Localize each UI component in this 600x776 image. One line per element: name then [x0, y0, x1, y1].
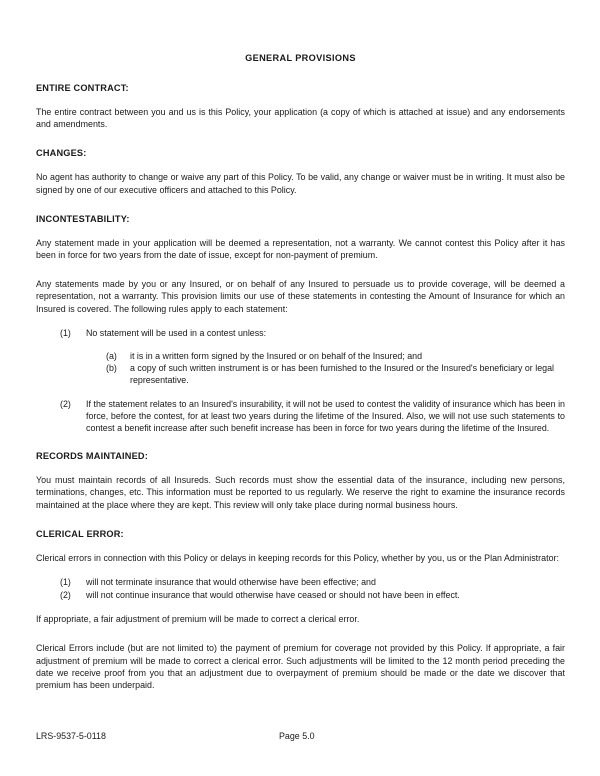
footer-document-id: LRS-9537-5-0118	[36, 731, 106, 741]
list-item	[60, 398, 565, 435]
section-paragraph: Clerical Errors include (but are not limited to) the payment of premium for coverage not provided by this Policy. If appropriate, a fair adjustment of premium will be made to correct a clerical error. Such adjustments will be limited to the 12 month period preceding the date we receive proof from you that an adjustment due to overpayment of premium should be made or the date we discover that premium has been underpaid.	[36, 643, 565, 691]
section-paragraph: Clerical errors in connection with this Policy or delays in keeping records for this Policy, whether by you, us or the Plan Administrator:	[36, 552, 559, 563]
sublist-item	[106, 350, 565, 362]
page-title: GENERAL PROVISIONS	[245, 53, 356, 63]
list-item	[60, 589, 565, 602]
section-paragraph: You must maintain records of all Insureds. Such records must show the essential data of the insurance, including new persons, terminations, changes, etc. This information must be reported to us regularly. We reserve the right to examine the insurance records maintained at the place where they are kept. This review will only take place during normal business hours.	[36, 475, 565, 510]
list-marker: (1)	[60, 327, 71, 338]
section-heading-changes: CHANGES:	[36, 148, 87, 159]
list-marker: (1)	[60, 577, 71, 588]
sublist-item-text: it is in a written form signed by the Insured or on behalf of the Insured; and	[130, 351, 423, 362]
incontestability-sublist	[86, 350, 565, 387]
list-item-text: will not continue insurance that would otherwise have ceased or should not have been in effect.	[86, 589, 460, 600]
section-paragraph: No agent has authority to change or waive any part of this Policy. To be valid, any change or waiver must be in writing. It must also be signed by one of our executive officers and attached to this Policy.	[36, 172, 565, 195]
list-item	[60, 576, 565, 589]
incontestability-rules-list	[36, 327, 565, 434]
section-heading-entire-contract: ENTIRE CONTRACT:	[36, 83, 129, 93]
section-heading-records-maintained: RECORDS MAINTAINED:	[36, 451, 148, 462]
section-heading-clerical-error: CLERICAL ERROR:	[36, 528, 124, 539]
list-marker: (2)	[60, 398, 71, 409]
list-item-text: If the statement relates to an Insured's insurability, it will not be used to contest the validity of insurance which has been in force, before the contest, for at least two years during the lifetime of the Insured. Also, we will not use such statements to contest a benefit increase after such benefit increase has been in force for two years during the lifetime of the Insured.	[86, 398, 565, 434]
list-item-text: No statement will be used in a contest unless:	[86, 327, 267, 338]
section-heading-incontestability: INCONTESTABILITY:	[36, 213, 130, 224]
section-paragraph: The entire contract between you and us is this Policy, your application (a copy of which is attached at issue) and any endorsements and amendments.	[36, 107, 565, 130]
sublist-item	[106, 362, 565, 386]
footer-page-number: Page 5.0	[279, 731, 315, 741]
sublist-marker: (a)	[106, 351, 117, 362]
section-paragraph: Any statement made in your application will be deemed a representation, not a warranty. We cannot contest this Policy after it has been in force for two years from the date of issue, except for non-payment of premium.	[36, 237, 565, 261]
section-paragraph: If appropriate, a fair adjustment of premium will be made to correct a clerical error.	[36, 614, 360, 625]
list-item	[60, 327, 565, 387]
section-paragraph: Any statements made by you or any Insured, or on behalf of any Insured to persuade us to provide coverage, will be deemed a representation, not a warranty. This provision limits our use of these statements in contesting the Amount of Insurance for which an Insured is covered. The following rules apply to each statement:	[36, 279, 565, 314]
clerical-error-list	[36, 576, 565, 601]
list-marker: (2)	[60, 589, 71, 600]
sublist-item-text: a copy of such written instrument is or has been furnished to the Insured or the Insured's beneficiary or legal representative.	[130, 363, 554, 386]
sublist-marker: (b)	[106, 363, 117, 374]
list-item-text: will not terminate insurance that would otherwise have been effective; and	[86, 577, 376, 588]
